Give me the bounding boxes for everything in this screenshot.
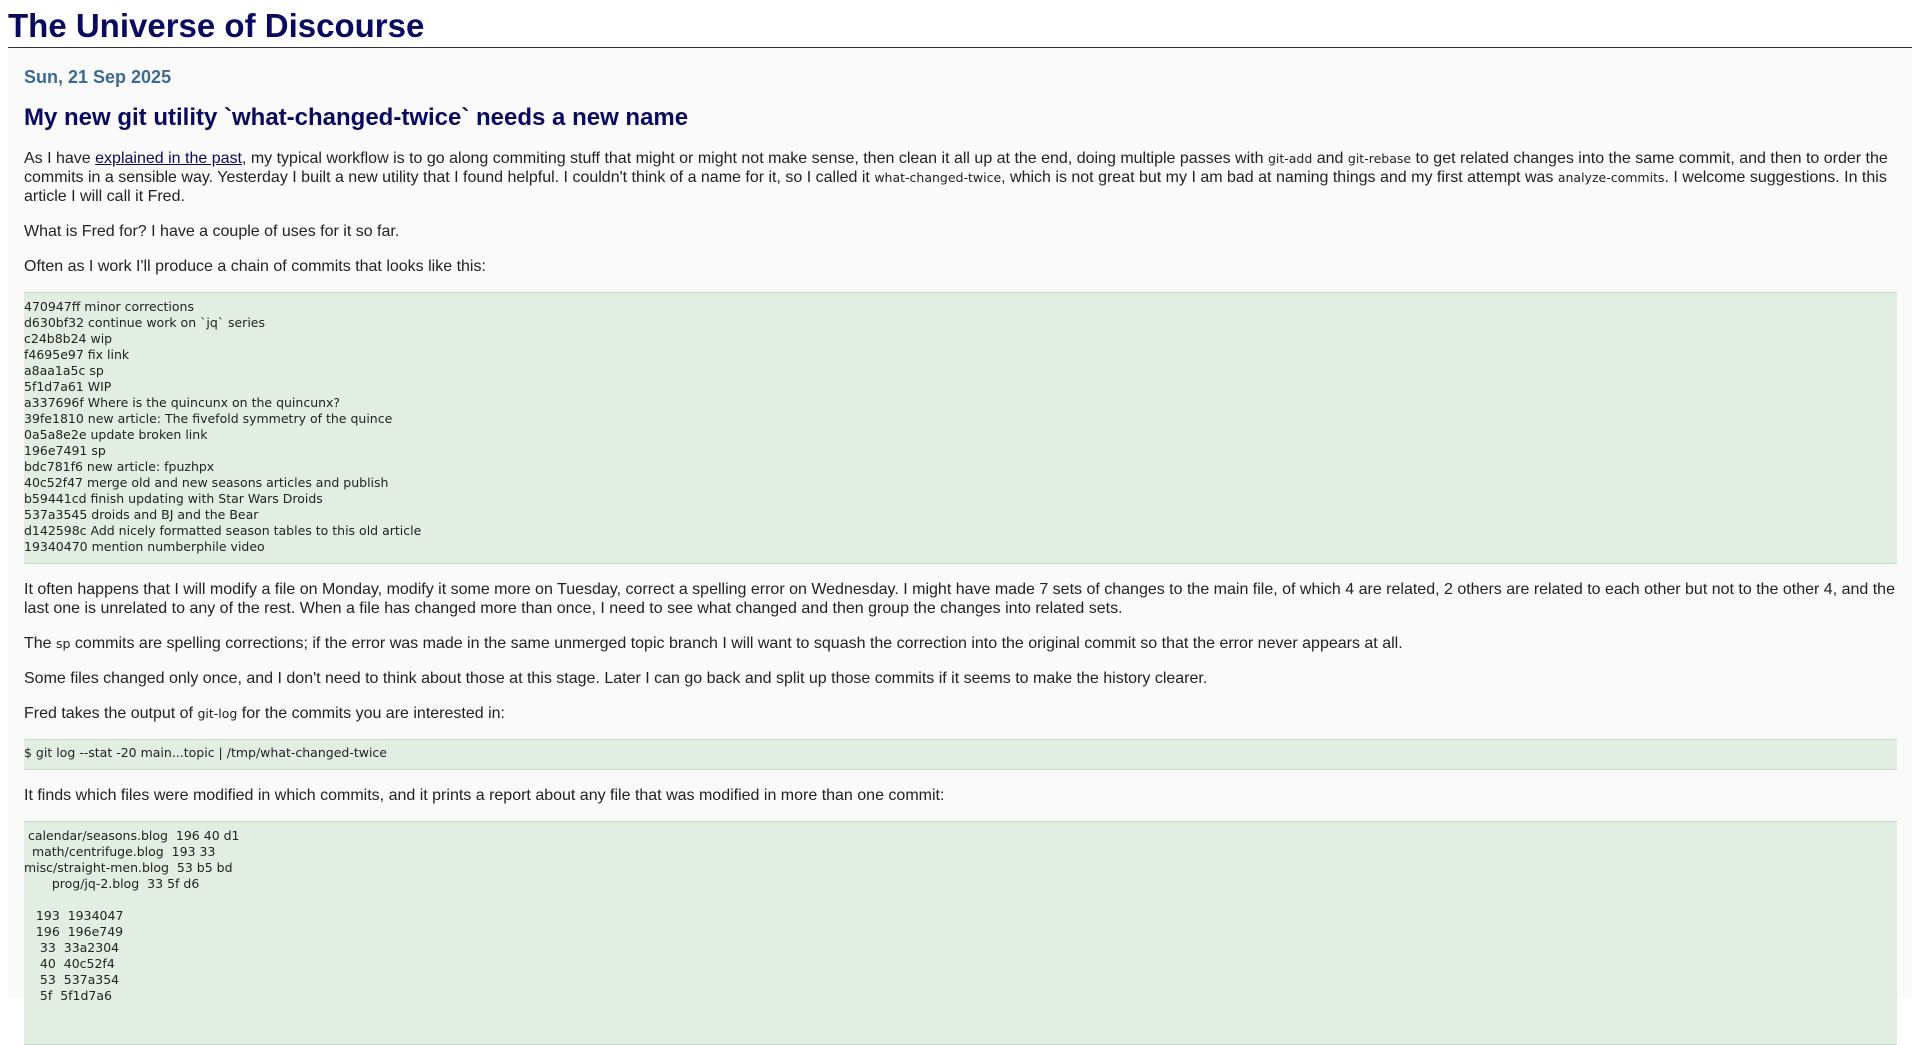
report-line: misc/straight-men.blog 53 b5 bd bbox=[24, 860, 233, 875]
paragraph-sp-commits bbox=[24, 634, 1896, 653]
commit-line: d630bf32 continue work on `jq` series bbox=[24, 315, 265, 330]
site-header bbox=[8, 0, 1912, 48]
command-line: $ git log --stat -20 main...topic | /tmp/what-changed-twice bbox=[24, 745, 387, 760]
commit-line: 196e7491 sp bbox=[24, 443, 106, 458]
text: Fred takes the output of bbox=[24, 705, 198, 722]
commit-line: 40c52f47 merge old and new seasons articles and publish bbox=[24, 475, 389, 490]
paragraph-files-changed-once: Some files changed only once, and I don't need to think about those at this stage. Later I can go back and split up those commits if it seems to make the history clearer. bbox=[24, 670, 1208, 687]
report-line: 196 196e749 bbox=[24, 924, 124, 939]
inline-code-what-changed-twice: what-changed-twice bbox=[874, 170, 1002, 185]
report-block bbox=[24, 821, 1897, 1045]
paragraph-what-is-fred: What is Fred for? I have a couple of uses for it so far. bbox=[24, 223, 400, 240]
command-block bbox=[24, 739, 1897, 770]
commit-line: 5f1d7a61 WIP bbox=[24, 379, 112, 394]
commit-log-block bbox=[24, 292, 1897, 564]
commit-line: bdc781f6 new article: fpuzhpx bbox=[24, 459, 215, 474]
paragraph-file-modified: It often happens that I will modify a file on Monday, modify it some more on Tuesday, correct a spelling error on Wednesday. I might have made 7 sets of changes to the main file, of which 4 are related, 2 others are related to each other but not to the other 4, and the last one is unrelated to any of the rest. When a file has changed more than once, I need to see what changed and then group the changes into related sets. bbox=[24, 581, 1895, 617]
site-title[interactable]: The Universe of Discourse bbox=[8, 7, 425, 44]
text: commits are spelling corrections; if the error was made in the same unmerged topic branch I will want to squash the correction into the original commit so that the error never appears at all. bbox=[70, 635, 1403, 652]
inline-code-git-log: git-log bbox=[197, 706, 238, 721]
text: for the commits you are interested in: bbox=[237, 705, 505, 722]
text: and bbox=[1312, 150, 1348, 167]
paragraph-fred-takes-output bbox=[24, 704, 1896, 723]
entry-title[interactable]: My new git utility `what-changed-twice` needs a new name bbox=[24, 104, 689, 131]
report-line: 53 537a354 bbox=[24, 972, 120, 987]
inline-code-git-rebase: git-rebase bbox=[1347, 151, 1412, 166]
report-line: 5f 5f1d7a6 bbox=[24, 988, 113, 1003]
text: As I have bbox=[24, 150, 96, 167]
commit-line: c24b8b24 wip bbox=[24, 331, 113, 346]
commit-line: a337696f Where is the quincunx on the quincunx? bbox=[24, 395, 341, 410]
report-line: calendar/seasons.blog 196 40 d1 bbox=[24, 828, 240, 843]
text: , my typical workflow is to go along commiting stuff that might or might not make sense, then clean it all up at the end, doing multiple passes with bbox=[241, 150, 1268, 167]
paragraph-intro bbox=[24, 149, 1896, 206]
report-line bbox=[24, 892, 1897, 908]
report-line: prog/jq-2.blog 33 5f d6 bbox=[24, 876, 200, 891]
entry-date: Sun, 21 Sep 2025 bbox=[24, 67, 172, 87]
explained-in-the-past-link[interactable]: explained in the past bbox=[95, 150, 242, 167]
commit-line: 19340470 mention numberphile video bbox=[24, 539, 265, 554]
commit-line: 0a5a8e2e update broken link bbox=[24, 427, 208, 442]
commit-line: d142598c Add nicely formatted season tables to this old article bbox=[24, 523, 422, 538]
commit-line: a8aa1a5c sp bbox=[24, 363, 104, 378]
inline-code-git-add: git-add bbox=[1267, 151, 1313, 166]
blog-entry bbox=[8, 48, 1912, 1003]
commit-line: 470947ff minor corrections bbox=[24, 299, 194, 314]
inline-code-analyze-commits: analyze-commits bbox=[1557, 170, 1665, 185]
commit-line: 39fe1810 new article: The fivefold symmetry of the quince bbox=[24, 411, 393, 426]
paragraph-finds-files: It finds which files were modified in which commits, and it prints a report about any file that was modified in more than one commit: bbox=[24, 787, 945, 804]
paragraph-chain-of-commits: Often as I work I'll produce a chain of commits that looks like this: bbox=[24, 258, 486, 275]
commit-line: f4695e97 fix link bbox=[24, 347, 130, 362]
inline-code-sp: sp bbox=[56, 636, 71, 651]
report-line: 33 33a2304 bbox=[24, 940, 120, 955]
report-line: 193 1934047 bbox=[24, 908, 124, 923]
commit-line: b59441cd finish updating with Star Wars Droids bbox=[24, 491, 323, 506]
report-line: 40 40c52f4 bbox=[24, 956, 115, 971]
text: . I welcome suggestions. In this article I will call it Fred. bbox=[24, 169, 1887, 205]
report-line: math/centrifuge.blog 193 33 bbox=[24, 844, 216, 859]
text: , which is not great but my I am bad at naming things and my first attempt was bbox=[1001, 169, 1558, 186]
text: The bbox=[24, 635, 57, 652]
commit-line: 537a3545 droids and BJ and the Bear bbox=[24, 507, 259, 522]
text: to get related changes into the same commit, and then to order the commits in a sensible way. Yesterday I built a new utility that I found helpful. I couldn't think of a name for it, so I called it bbox=[24, 150, 1888, 186]
